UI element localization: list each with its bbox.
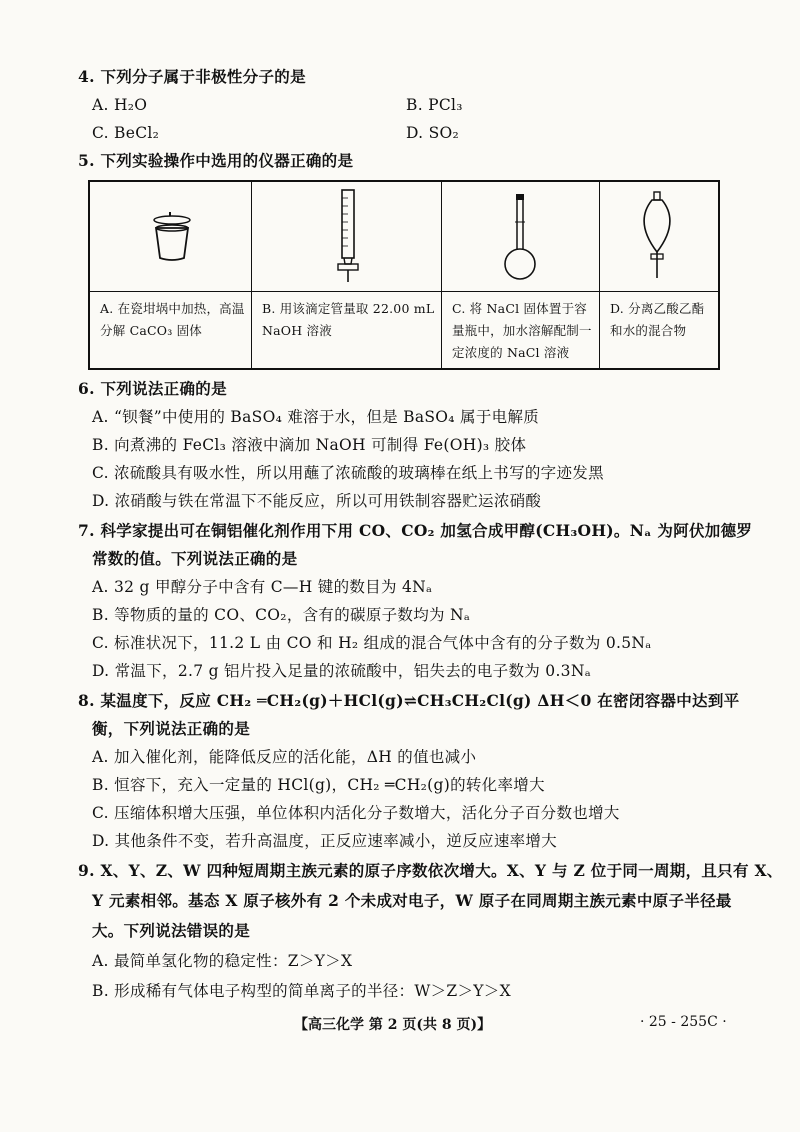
q4-option-b: B. PCl₃: [406, 96, 463, 114]
q5-stem: 5. 下列实验操作中选用的仪器正确的是: [78, 151, 354, 170]
q8-option-c: C. 压缩体积增大压强，单位体积内活化分子数增大，活化分子百分数也增大: [92, 804, 620, 822]
q4-option-c: C. BeCl₂: [92, 124, 160, 142]
q9-option-a: A. 最简单氢化物的稳定性：Z＞Y＞X: [92, 952, 353, 970]
q9-stem-line1: 9. X、Y、Z、W 四种短周期主族元素的原子序数依次增大。X、Y 与 Z 位于同一周期，且只有 X、: [78, 861, 783, 880]
q8-option-a: A. 加入催化剂，能降低反应的活化能，ΔH 的值也减小: [92, 748, 477, 766]
apparatus-table: [88, 180, 720, 370]
q9-stem-line2: Y 元素相邻。基态 X 原子核外有 2 个未成对电子，W 原子在同周期主族元素中原子半径最: [92, 891, 732, 910]
q6-option-d: D. 浓硝酸与铁在常温下不能反应，所以可用铁制容器贮运浓硝酸: [92, 492, 542, 510]
q9-option-b: B. 形成稀有气体电子构型的简单离子的半径：W＞Z＞Y＞X: [92, 982, 511, 1000]
q5-option-a: A. 在瓷坩埚中加热，高温分解 CaCO₃ 固体: [90, 292, 252, 368]
q8-option-b: B. 恒容下，充入一定量的 HCl(g)，CH₂ ═CH₂(g)的转化率增大: [92, 776, 545, 794]
q4-option-a: A. H₂O: [92, 96, 148, 114]
q5-option-d: D. 分离乙酸乙酯和水的混合物: [610, 301, 705, 338]
q7-option-a: A. 32 g 甲醇分子中含有 C—H 键的数目为 4Nₐ: [92, 578, 433, 596]
separatory-funnel-icon: [600, 182, 716, 290]
q6-option-b: B. 向煮沸的 FeCl₃ 溶液中滴加 NaOH 可制得 Fe(OH)₃ 胶体: [92, 436, 527, 454]
separatory-funnel-cell: [600, 182, 718, 292]
q8-stem-line2: 衡，下列说法正确的是: [92, 719, 251, 738]
q8-stem-line1: 8. 某温度下，反应 CH₂ ═CH₂(g)＋HCl(g)⇌CH₃CH₂Cl(g) ΔH＜0 在密闭容器中达到平: [78, 691, 740, 710]
q5-option-c: C. 将 NaCl 固体置于容量瓶中，加水溶解配制一定浓度的 NaCl 溶液: [442, 292, 600, 368]
q6-option-c: C. 浓硫酸具有吸水性，所以用蘸了浓硫酸的玻璃棒在纸上书写的字迹发黑: [92, 464, 604, 482]
volumetric-flask-cell: [442, 182, 600, 292]
volumetric-flask-icon: [442, 182, 598, 290]
q7-option-b: B. 等物质的量的 CO、CO₂，含有的碳原子数均为 Nₐ: [92, 606, 471, 624]
burette-cell: [252, 182, 442, 292]
page-footer-code: · 25 - 255C ·: [640, 1014, 727, 1030]
q8-option-d: D. 其他条件不变，若升高温度，正反应速率减小，逆反应速率增大: [92, 832, 558, 850]
crucible-cell: [90, 182, 252, 292]
q7-stem-line1: 7. 科学家提出可在铜铝催化剂作用下用 CO、CO₂ 加氢合成甲醇(CH₃OH)。Nₐ 为阿伏加德罗: [78, 521, 753, 540]
q4-stem: 4. 下列分子属于非极性分子的是: [78, 67, 306, 86]
q6-option-a: A. “钡餐”中使用的 BaSO₄ 难溶于水，但是 BaSO₄ 属于电解质: [92, 408, 540, 426]
q4-option-d: D. SO₂: [406, 124, 460, 142]
burette-icon: [252, 182, 440, 290]
q7-option-d: D. 常温下，2.7 g 铝片投入足量的浓硫酸中，铝失去的电子数为 0.3Nₐ: [92, 662, 591, 680]
q7-option-c: C. 标准状况下，11.2 L 由 CO 和 H₂ 组成的混合气体中含有的分子数为 0.5Nₐ: [92, 634, 652, 652]
crucible-icon: [90, 182, 250, 290]
q5-option-b: B. 用该滴定管量取 22.00 mL NaOH 溶液: [252, 292, 442, 368]
q7-stem-line2: 常数的值。下列说法正确的是: [92, 549, 298, 568]
page-footer-title: 【高三化学 第 2 页(共 8 页)】: [294, 1017, 492, 1033]
q6-stem: 6. 下列说法正确的是: [78, 379, 227, 398]
q9-stem-line3: 大。下列说法错误的是: [92, 921, 251, 940]
